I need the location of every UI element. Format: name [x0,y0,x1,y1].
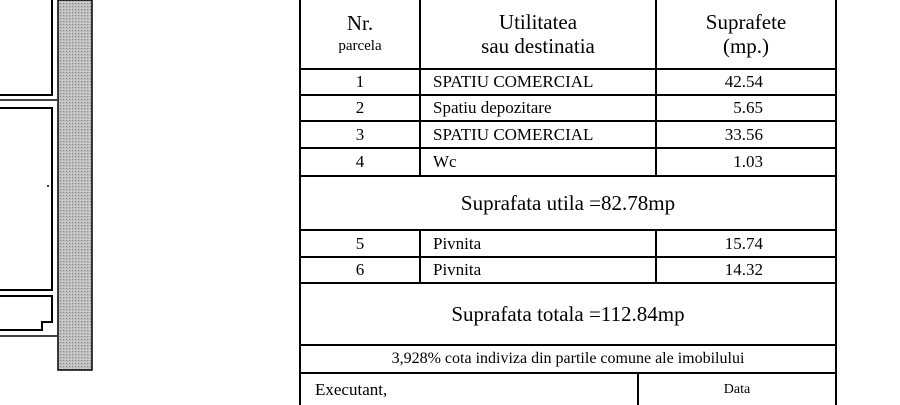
floor-plan-fragment [0,0,110,405]
header-nr-label: Nr. [346,11,374,35]
header-destinatia-label: sau destinatia [481,34,595,58]
header-parcela-label: parcela [338,38,382,54]
summary-utila-row [301,177,835,231]
header-nr-parcela [301,0,421,68]
row-destinatie: Pivnita [421,258,657,282]
quota-note-row [301,346,835,374]
table-header-row [301,0,835,70]
row-destinatie: Pivnita [421,231,657,256]
row-nr: 2 [301,96,421,120]
header-suprafete [657,0,835,68]
table-row [301,149,835,177]
row-suprafata: 5.65 [733,98,763,117]
data-label: Data [723,381,751,397]
row-nr: 1 [301,70,421,94]
summary-totala: Suprafata totala =112.84mp [451,301,685,326]
row-destinatie: SPATIU COMERCIAL [421,70,657,94]
summary-utila: Suprafata utila =82.78mp [460,190,676,215]
row-suprafata: 1.03 [733,152,763,171]
row-destinatie: Wc [421,149,657,175]
row-suprafata: 42.54 [724,72,763,91]
header-destinatie [421,0,657,68]
row-suprafata: 15.74 [724,233,763,253]
row-nr: 4 [301,149,421,175]
footer-row [301,374,835,405]
header-unit-label: (mp.) [722,34,770,58]
table-row [301,96,835,122]
header-suprafete-label: Suprafete [705,10,787,34]
row-destinatie: SPATIU COMERCIAL [421,122,657,147]
row-nr: 3 [301,122,421,147]
summary-totala-row [301,284,835,346]
row-destinatie: Spatiu depozitare [421,96,657,120]
executant-label: Executant, [301,374,639,405]
table-row [301,231,835,258]
row-nr: 6 [301,258,421,282]
row-suprafata: 33.56 [724,124,763,144]
table-row [301,122,835,149]
quota-note: 3,928% cota indiviza din partile comune ale imobilului [391,350,745,367]
table-row [301,258,835,284]
table-row [301,70,835,96]
header-utilitatea-label: Utilitatea [498,10,578,34]
row-suprafata: 14.32 [724,260,763,279]
area-table [299,0,837,405]
row-nr: 5 [301,231,421,256]
